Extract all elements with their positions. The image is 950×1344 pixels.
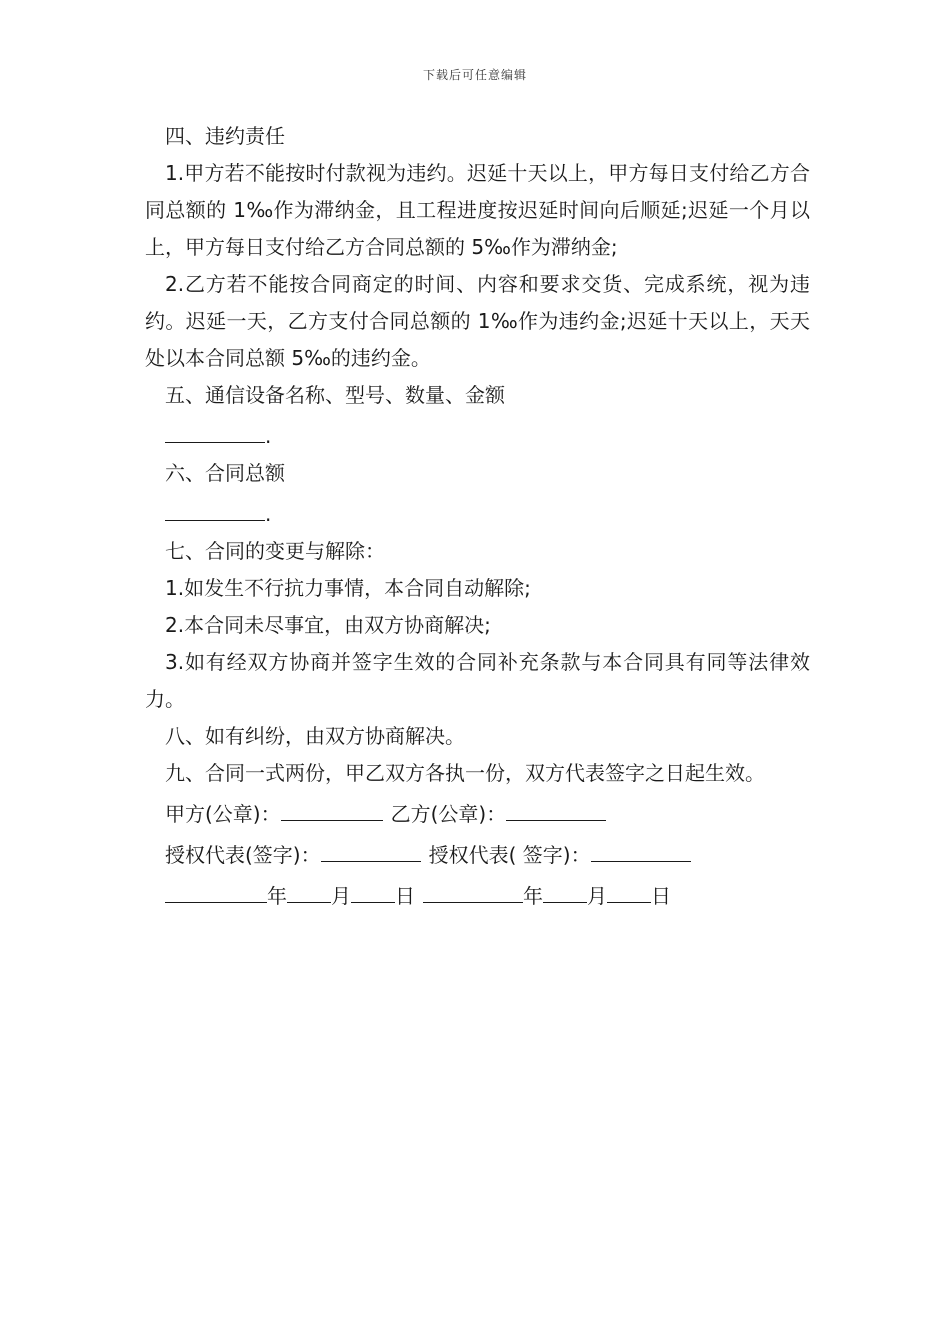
party-b-rep-blank [591, 833, 691, 862]
section-9-text: 九、合同一式两份，甲乙双方各执一份，双方代表签字之日起生效。 [165, 761, 765, 785]
party-b-month-blank [543, 874, 587, 903]
party-b-seal-blank [506, 792, 606, 821]
party-b-day-label: 日 [651, 884, 671, 908]
section-5-title: 五、通信设备名称、型号、数量、金额 [165, 383, 505, 407]
section-5-fill-line [145, 414, 810, 455]
date-line [145, 874, 810, 915]
section-6-blank [165, 492, 265, 521]
section-6-fill-line [145, 492, 810, 533]
party-b-rep-label: 授权代表( 签字)： [428, 843, 591, 867]
party-a-rep-blank [321, 833, 421, 862]
page-header-note: 下载后可任意编辑 [422, 68, 527, 82]
section-8-title: 八、如有纠纷，由双方协商解决。 [165, 724, 465, 748]
section-6-title: 六、合同总额 [165, 461, 285, 485]
party-a-rep-label: 授权代表(签字)： [165, 843, 321, 867]
section-7-clause-1: 1.如发生不行抗力事情，本合同自动解除; [165, 576, 531, 600]
seal-line [145, 792, 810, 833]
party-a-seal-blank [281, 792, 383, 821]
party-a-seal-label: 甲方(公章)： [165, 802, 281, 826]
party-a-year-label: 年 [267, 884, 287, 908]
section-6-blank-end: . [265, 502, 272, 526]
section-4-title: 四、违约责任 [165, 124, 285, 148]
party-a-year-blank [165, 874, 267, 903]
party-b-month-label: 月 [587, 884, 607, 908]
party-b-year-blank [423, 874, 523, 903]
party-a-day-label: 日 [395, 884, 415, 908]
section-4-clause-1: 1.甲方若不能按时付款视为违约。迟延十天以上，甲方每日支付给乙方合同总额的 1‰作为滞纳金，且工程进度按迟延时间向后顺延;迟延一个月以上，甲方每日支付给乙方合同总额的 5‰作为滞纳金; [145, 161, 810, 259]
section-7-clause-2: 2.本合同未尽事宜，由双方协商解决; [165, 613, 491, 637]
party-a-day-blank [351, 874, 395, 903]
section-7-title: 七、合同的变更与解除： [165, 539, 385, 563]
contract-body [145, 118, 810, 915]
section-5-blank-end: . [265, 424, 272, 448]
party-b-seal-label: 乙方(公章)： [390, 802, 507, 826]
section-4-clause-2: 2.乙方若不能按合同商定的时间、内容和要求交货、完成系统，视为违约。迟延一天，乙方支付合同总额的 1‰作为违约金;迟延十天以上，天天处以本合同总额 5‰的违约金。 [145, 272, 810, 370]
party-b-day-blank [607, 874, 651, 903]
section-7-clause-3: 3.如有经双方协商并签字生效的合同补充条款与本合同具有同等法律效力。 [145, 650, 810, 711]
party-b-year-label: 年 [523, 884, 543, 908]
party-a-month-blank [287, 874, 331, 903]
representative-line [145, 833, 810, 874]
party-a-month-label: 月 [331, 884, 351, 908]
section-5-blank [165, 414, 265, 443]
